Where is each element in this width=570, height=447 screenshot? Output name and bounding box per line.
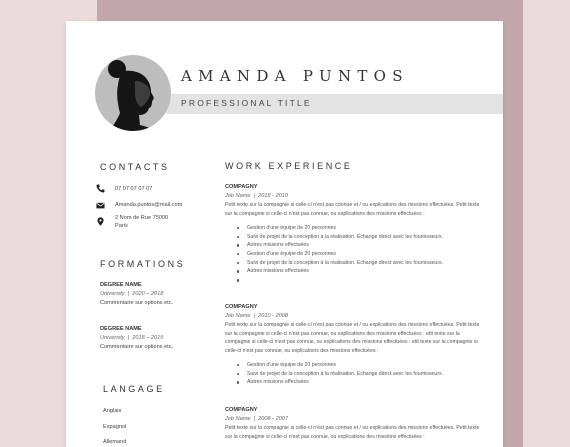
formations-heading: FORMATIONS — [100, 259, 186, 269]
job-name: Job Name — [225, 193, 251, 199]
langage-heading: LANGAGE — [103, 384, 165, 394]
job-line: Job Name | 2010 - 2008 — [225, 313, 289, 319]
degree-school: University — [100, 335, 125, 341]
bullet-item — [225, 276, 443, 285]
degree-school-line: University | 2020 – 2018 — [100, 291, 164, 297]
job-name: Job Name — [225, 313, 251, 319]
company-name: COMPAGNY — [225, 184, 258, 190]
address-line-1: 2 Nom de Rue 75000 — [115, 215, 169, 221]
job-line: Job Name | 2008 - 2007 — [225, 416, 289, 422]
degree-school: University — [100, 291, 125, 297]
job-bullets — [225, 361, 443, 387]
resume-page — [66, 21, 503, 447]
job-years: 2008 - 2007 — [258, 416, 289, 422]
bullet-item: Suivi de projet de la conception à la réalisation. Echange direct avec les fournisseurs. — [225, 233, 443, 242]
bullet-item: Autres missions effectuées — [225, 267, 443, 276]
phone-icon — [96, 184, 105, 193]
degree-years: 2018 – 2015 — [132, 335, 164, 341]
language-item: Anglais — [103, 408, 122, 414]
degree-comment: Commentaire sur options etc. — [100, 344, 174, 350]
avatar — [95, 55, 171, 131]
degree-name: DEGREE NAME — [100, 326, 142, 332]
degree-name: DEGREE NAME — [100, 282, 142, 288]
phone-number: 07 07 07 07 07 — [115, 186, 153, 192]
bullet-item: Suivi de projet de la conception à la réalisation. Echange direct avec les fournisseurs. — [225, 370, 443, 379]
company-name: COMPAGNY — [225, 407, 258, 413]
job-years: 2018 - 2010 — [258, 193, 289, 199]
bullet-item: Gestion d'une équipe de 20 personnes — [225, 224, 443, 233]
job-bullets — [225, 224, 443, 285]
bullet-item: Autres missions effectuées — [225, 378, 443, 387]
full-name: AMANDA PUNTOS — [181, 67, 409, 85]
degree-comment: Commentaire sur options etc. — [100, 300, 174, 306]
job-description: Petit texte sur la compagnie si celle-ci n'est pas connue et / ou explications des missions effectuées. Petit texte sur la compagnie si celle-ci n'est pas connue, ou explications des missions effectuées : — [225, 425, 480, 440]
professional-title: PROFESSIONAL TITLE — [181, 98, 312, 108]
language-item: Allemand — [103, 439, 127, 445]
address-line-2: Paris — [115, 223, 128, 229]
bullet-item: Gestion d'une équipe de 20 personnes — [225, 250, 443, 259]
location-pin-icon — [96, 217, 105, 226]
job-description: Petit texte sur la compagnie si celle-ci n'est pas connue et / ou explications des missions effectuées. Petit texte sur la compagnie si celle-ci n'est pas connue, ou explications des missions effectuées : etit texte sur la compagnie si celle-ci n'est pas connue, ou explications des missions effectuées : etit texte sur la compagnie si celle-ci n'est pas connue, ou explications des missions effectuées : — [225, 322, 480, 355]
contacts-heading: CONTACTS — [100, 162, 170, 172]
email-address: Amanda.puntos@mail.com — [115, 202, 183, 208]
mail-icon — [96, 201, 105, 210]
job-name: Job Name — [225, 416, 251, 422]
job-line: Job Name | 2018 - 2010 — [225, 193, 289, 199]
language-item: Espagnol — [103, 424, 127, 430]
degree-school-line: University | 2018 – 2015 — [100, 335, 164, 341]
bullet-item: Autres missions effectuées — [225, 241, 443, 250]
work-experience-heading: WORK EXPERIENCE — [225, 161, 353, 171]
job-description: Petit texte sur la compagnie si celle-ci n'est pas connue et / ou explications des missions effectuées. Petit texte sur la compagnie si celle-ci n'est pas connue, ou explications des missions effectuées : — [225, 202, 480, 217]
company-name: COMPAGNY — [225, 304, 258, 310]
portrait-silhouette — [95, 55, 171, 131]
degree-years: 2020 – 2018 — [132, 291, 164, 297]
bullet-item: Gestion d'une équipe de 20 personnes — [225, 361, 443, 370]
bullet-item: Suivi de projet de la conception à la réalisation. Echange direct avec les fournisseurs. — [225, 259, 443, 268]
job-years: 2010 - 2008 — [258, 313, 289, 319]
